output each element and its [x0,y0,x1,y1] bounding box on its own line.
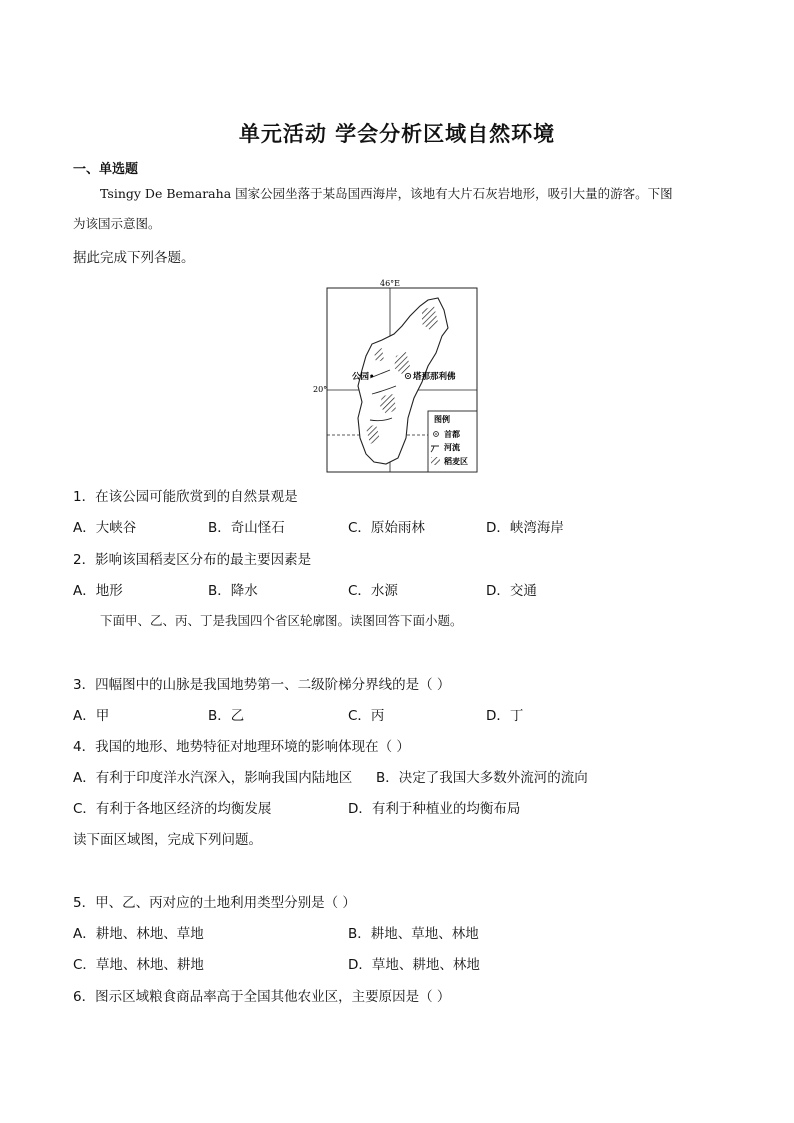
q3-option-a: A．甲 [73,708,110,724]
q5-stem: 5．甲、乙、丙对应的土地利用类型分别是（ ） [73,895,356,911]
q1-option-c: C．原始雨林 [348,520,425,536]
q3-option-d: D．丁 [486,708,524,724]
intro-2: 下面甲、乙、丙、丁是我国四个省区轮廓图。读图回答下面小题。 [100,613,463,628]
longitude-label: 46°E [380,279,401,288]
q5-option-a: A．耕地、林地、草地 [73,926,204,942]
q2-option-c: C．水源 [348,583,398,599]
q3-option-b: B．乙 [208,708,245,724]
section-heading: 一、单选题 [73,162,139,177]
q2-stem: 2．影响该国稻麦区分布的最主要因素是 [73,552,312,568]
q1-stem: 1．在该公园可能欣赏到的自然景观是 [73,489,298,505]
q3-stem: 3．四幅图中的山脉是我国地势第一、二级阶梯分界线的是（ ） [73,677,451,693]
q5-option-c: C．草地、林地、耕地 [73,957,204,973]
park-label: 公园• [352,372,375,382]
legend-capital: 首都 [444,429,460,439]
q4-option-c: C．有利于各地区经济的均衡发展 [73,801,272,817]
q4-option-a: A．有利于印度洋水汽深入，影响我国内陆地区 [73,770,353,786]
q2-option-b: B．降水 [208,583,258,599]
q1-option-b: B．奇山怪石 [208,520,285,536]
q1-option-d: D．峡湾海岸 [486,520,564,536]
legend-rice-icon [431,457,440,465]
intro-line-2: 为该国示意图。 [73,216,161,231]
intro-3: 读下面区域图，完成下列问题。 [73,832,262,848]
legend-river: 河流 [444,442,460,452]
legend-title: 图例 [434,414,450,424]
q4-option-d: D．有利于种植业的均衡布局 [348,801,521,817]
intro-line-1: Tsingy De Bemaraha 国家公园坐落于某岛国西海岸，该地有大片石灰岩地形，吸引大量的游客。下图 [100,186,673,201]
q1-option-a: A．大峡谷 [73,520,137,536]
q4-option-b: B．决定了我国大多数外流河的流向 [376,770,588,786]
capital-label: 塔那那利佛 [413,372,456,382]
q5-option-b: B．耕地、草地、林地 [348,926,479,942]
madagascar-map [310,278,482,476]
q2-option-a: A．地形 [73,583,123,599]
q2-option-d: D．交通 [486,583,537,599]
q6-stem: 6．图示区域粮食商品率高于全国其他农业区，主要原因是（ ） [73,989,451,1005]
intro-line-3: 据此完成下列各题。 [73,250,195,266]
latitude-label: 20° [313,385,328,394]
page-title: 单元活动 学会分析区域自然环境 [238,122,556,146]
q4-stem: 4．我国的地形、地势特征对地理环境的影响体现在（ ） [73,739,410,755]
q5-option-d: D．草地、耕地、林地 [348,957,480,973]
legend-rice: 稻麦区 [444,456,468,466]
q3-option-c: C．丙 [348,708,385,724]
